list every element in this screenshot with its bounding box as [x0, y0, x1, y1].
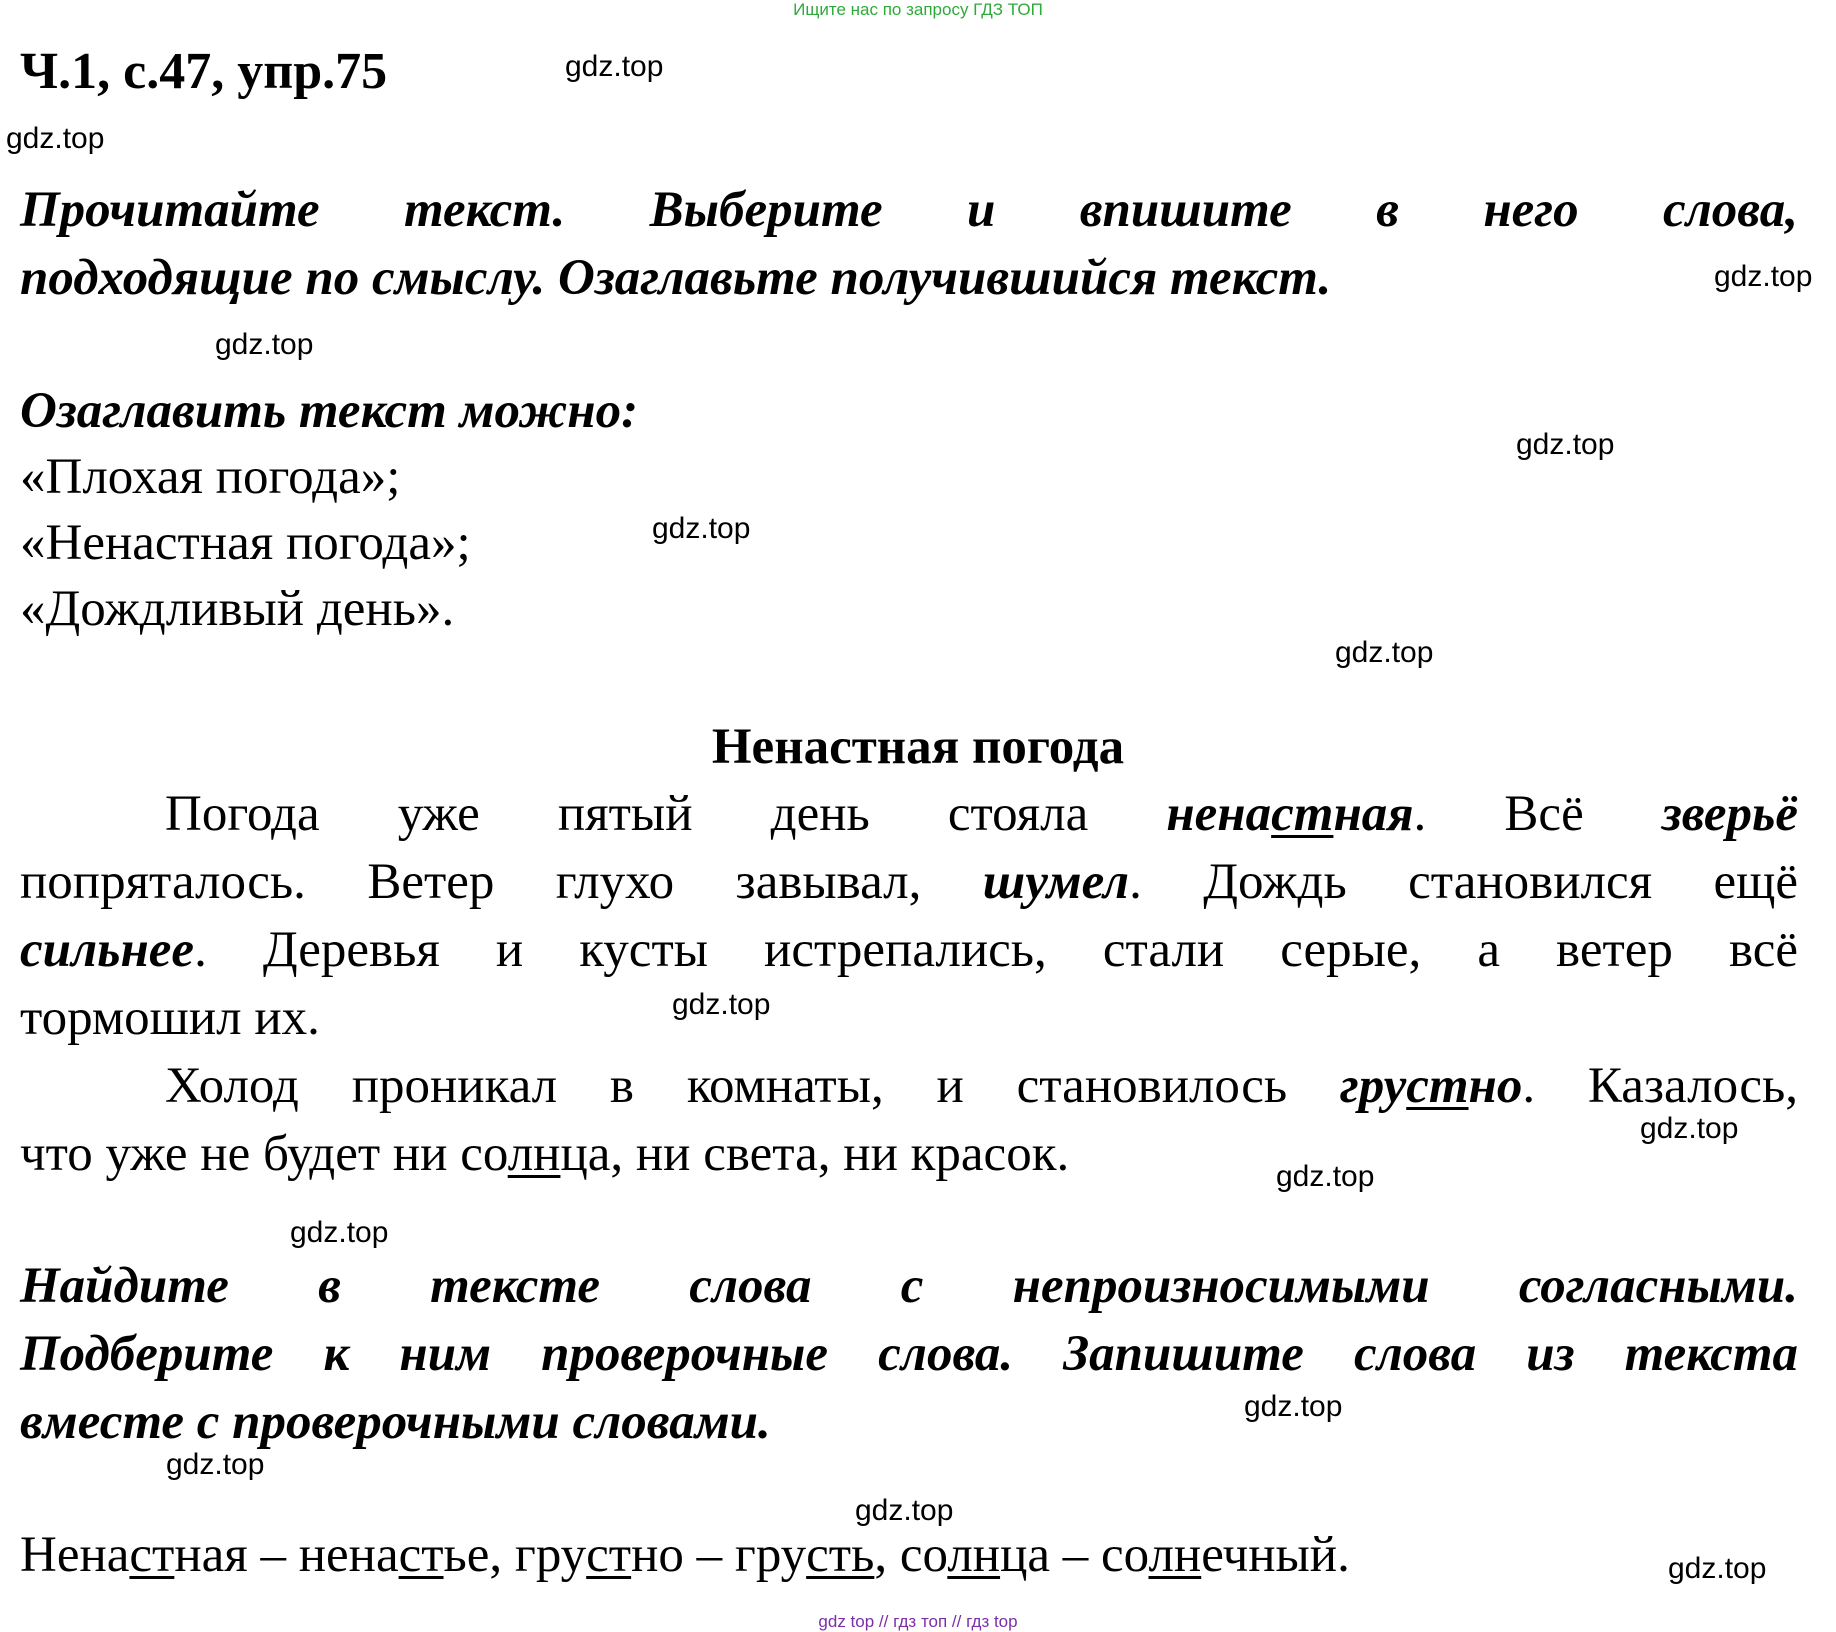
watermark: gdz.top	[1276, 1160, 1375, 1193]
title-option-1: «Плохая погода»;	[20, 449, 401, 505]
story-paragraph-1-line4	[20, 984, 1798, 1052]
title-option-2: «Ненастная погода»;	[20, 515, 471, 571]
watermark: gdz.top	[565, 50, 664, 83]
story-paragraph-2-line2	[20, 1120, 1798, 1188]
watermark: gdz.top	[6, 122, 105, 155]
watermark: gdz.top	[1244, 1390, 1343, 1423]
top-banner: Ищите нас по запросу ГДЗ ТОП	[793, 0, 1043, 19]
watermark: gdz.top	[652, 512, 751, 545]
exercise-title: Ч.1, с.47, упр.75	[20, 43, 388, 100]
watermark: gdz.top	[1516, 428, 1615, 461]
watermark: gdz.top	[1640, 1112, 1739, 1145]
story-heading: Ненастная погода	[711, 719, 1125, 775]
watermark: gdz.top	[1714, 260, 1813, 293]
watermark: gdz.top	[215, 328, 314, 361]
watermark: gdz.top	[166, 1448, 265, 1481]
task2-line2: Подберите к ним проверочные слова. Запишите слова из текста	[20, 1326, 1798, 1382]
p2-line-1: Холод проникал в комнаты, и становилось грустно. Казалось,	[165, 1058, 1798, 1114]
task2-line3: вместе с проверочными словами.	[20, 1394, 771, 1450]
story-paragraph-2	[20, 1052, 1798, 1120]
watermark: gdz.top	[1668, 1552, 1767, 1585]
titles-intro: Озаглавить текст можно:	[20, 383, 639, 439]
task1-line2: подходящие по смыслу. Озаглавьте получившийся текст.	[20, 250, 1332, 306]
watermark: gdz.top	[855, 1494, 954, 1527]
watermark: gdz.top	[672, 988, 771, 1021]
footer-links: gdz top // гдз топ // гдз top	[818, 1612, 1018, 1631]
p1-line-3: сильнее. Деревья и кусты истрепались, стали серые, а ветер всё	[20, 922, 1798, 978]
task2-line1: Найдите в тексте слова с непроизносимыми согласными.	[20, 1258, 1798, 1314]
story-paragraph-1-rest	[20, 848, 1798, 916]
title-option-3: «Дождливый день».	[20, 581, 455, 637]
answer-line: Ненастная – ненастье, грустно – грусть, солнца – солнечный.	[20, 1527, 1350, 1583]
p1-line-1: Погода уже пятый день стояла ненастная. Всё зверьё	[165, 786, 1798, 842]
watermark: gdz.top	[1335, 636, 1434, 669]
p1-line-4: тормошил их.	[20, 990, 320, 1046]
p2-line-2: что уже не будет ни солнца, ни света, ни красок.	[20, 1126, 1070, 1182]
task1-line1: Прочитайте текст. Выберите и впишите в него слова,	[20, 182, 1798, 238]
story-paragraph-1-line3	[20, 916, 1798, 984]
story-paragraph-1	[20, 780, 1798, 848]
watermark: gdz.top	[290, 1216, 389, 1249]
p1-line-2: попряталось. Ветер глухо завывал, шумел. Дождь становился ещё	[20, 854, 1798, 910]
